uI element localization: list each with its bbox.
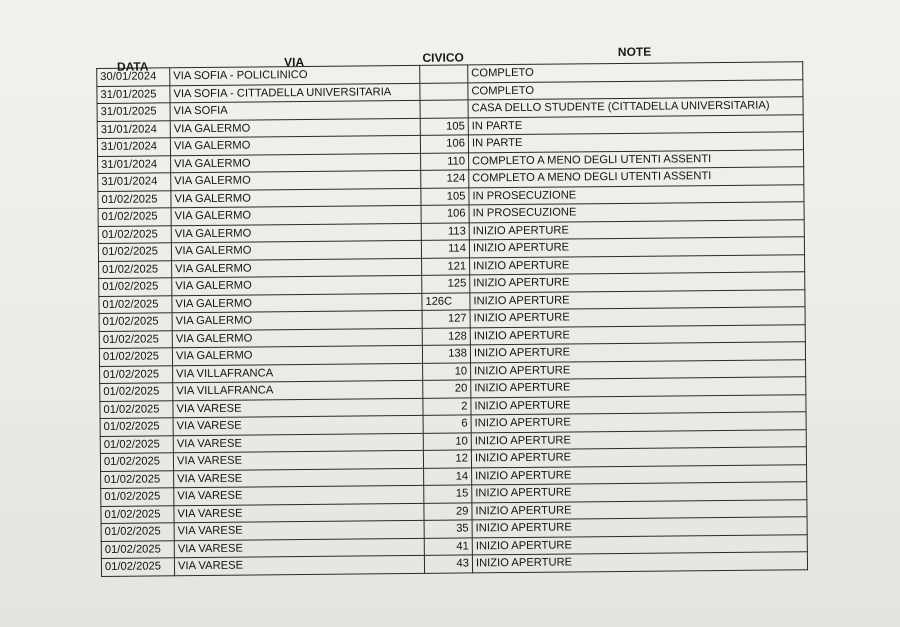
- cell-data: 01/02/2025: [99, 330, 172, 348]
- cell-civico: 138: [422, 345, 470, 363]
- cell-note: INIZIO APERTURE: [472, 464, 807, 485]
- document-table-area: [96, 41, 807, 576]
- cell-via: VIA GALERMO: [170, 135, 420, 155]
- table-body: [97, 62, 808, 576]
- cell-civico: 41: [424, 537, 472, 555]
- cell-note: INIZIO APERTURE: [471, 429, 806, 450]
- cell-civico: 121: [422, 257, 470, 275]
- cell-via: VIA VARESE: [173, 433, 423, 453]
- header-civico: CIVICO: [422, 50, 464, 65]
- cell-data: 01/02/2025: [99, 278, 172, 296]
- cell-data: 01/02/2025: [99, 313, 172, 331]
- cell-civico: [420, 82, 468, 100]
- cell-data: 01/02/2025: [99, 295, 172, 313]
- cell-data: 01/02/2025: [99, 348, 172, 366]
- cell-civico: 127: [422, 310, 470, 328]
- cell-via: VIA VILLAFRANCA: [173, 380, 423, 400]
- cell-civico: 128: [422, 327, 470, 345]
- cell-data: 31/01/2024: [98, 155, 171, 173]
- cell-civico: 43: [424, 555, 472, 573]
- cell-data: 01/02/2025: [100, 400, 173, 418]
- cell-data: 01/02/2025: [101, 488, 174, 506]
- cell-via: VIA GALERMO: [172, 345, 422, 365]
- cell-civico: 124: [421, 170, 469, 188]
- cell-via: VIA GALERMO: [172, 310, 422, 330]
- cell-data: 01/02/2025: [99, 260, 172, 278]
- cell-civico: 2: [423, 397, 471, 415]
- cell-civico: 105: [420, 117, 468, 135]
- cell-via: VIA SOFIA: [170, 100, 420, 120]
- cell-data: 31/01/2025: [97, 85, 170, 103]
- cell-data: 01/02/2025: [98, 225, 171, 243]
- cell-data: 01/02/2025: [98, 208, 171, 226]
- cell-via: VIA VARESE: [173, 398, 423, 418]
- cell-note: CASA DELLO STUDENTE (CITTADELLA UNIVERSITARIA): [468, 97, 803, 118]
- cell-civico: 12: [423, 450, 471, 468]
- cell-civico: 126C: [422, 292, 470, 310]
- cell-civico: 6: [423, 415, 471, 433]
- cell-via: VIA GALERMO: [172, 293, 422, 313]
- cell-note: INIZIO APERTURE: [470, 307, 805, 328]
- cell-via: VIA VARESE: [174, 503, 424, 523]
- header-via: VIA: [284, 55, 305, 70]
- cell-civico: 29: [424, 502, 472, 520]
- cell-note: INIZIO APERTURE: [471, 447, 806, 468]
- cell-via: VIA GALERMO: [171, 205, 421, 225]
- cell-civico: [420, 100, 468, 118]
- cell-via: VIA VARESE: [174, 538, 424, 558]
- cell-data: 01/02/2025: [100, 435, 173, 453]
- cell-civico: 106: [420, 135, 468, 153]
- cell-note: INIZIO APERTURE: [472, 482, 807, 503]
- cell-civico: 10: [423, 362, 471, 380]
- cell-data: 01/02/2025: [101, 505, 174, 523]
- cell-civico: 105: [421, 187, 469, 205]
- cell-data: 01/02/2025: [101, 540, 174, 558]
- cell-note: INIZIO APERTURE: [471, 359, 806, 380]
- cell-data: 01/02/2025: [98, 190, 171, 208]
- cell-note: INIZIO APERTURE: [469, 219, 804, 240]
- cell-data: 31/01/2024: [97, 120, 170, 138]
- cell-via: VIA SOFIA - POLICLINICO: [170, 65, 420, 85]
- cell-data: 01/02/2025: [100, 418, 173, 436]
- cell-note: INIZIO APERTURE: [472, 499, 807, 520]
- cell-data: 01/02/2025: [100, 453, 173, 471]
- cell-note: IN PROSECUZIONE: [469, 184, 804, 205]
- cell-via: VIA GALERMO: [171, 170, 421, 190]
- cell-note: INIZIO APERTURE: [470, 324, 805, 345]
- cell-note: COMPLETO A MENO DEGLI UTENTI ASSENTI: [469, 167, 804, 188]
- cell-data: 31/01/2024: [97, 138, 170, 156]
- cell-data: 01/02/2025: [100, 365, 173, 383]
- cell-civico: 35: [424, 520, 472, 538]
- cell-via: VIA GALERMO: [172, 275, 422, 295]
- cell-note: IN PARTE: [468, 114, 803, 135]
- header-data: DATA: [116, 59, 149, 74]
- cell-civico: 114: [421, 240, 469, 258]
- cell-note: INIZIO APERTURE: [471, 394, 806, 415]
- cell-data: 01/02/2025: [101, 470, 174, 488]
- cell-civico: [420, 65, 468, 83]
- cell-civico: 113: [421, 222, 469, 240]
- cell-data: 01/02/2025: [101, 523, 174, 541]
- cell-note: INIZIO APERTURE: [470, 272, 805, 293]
- cell-note: INIZIO APERTURE: [470, 254, 805, 275]
- cell-data: 30/01/2024: [97, 68, 170, 86]
- cell-note: IN PROSECUZIONE: [469, 202, 804, 223]
- cell-note: INIZIO APERTURE: [470, 342, 805, 363]
- data-table: [96, 61, 808, 576]
- cell-data: 31/01/2024: [98, 173, 171, 191]
- cell-data: 01/02/2025: [101, 558, 174, 576]
- cell-data: 31/01/2025: [97, 103, 170, 121]
- cell-data: 01/02/2025: [98, 243, 171, 261]
- cell-via: VIA VARESE: [173, 415, 423, 435]
- cell-via: VIA VARESE: [173, 450, 423, 470]
- cell-note: INIZIO APERTURE: [472, 552, 807, 573]
- cell-note: INIZIO APERTURE: [471, 412, 806, 433]
- cell-note: INIZIO APERTURE: [472, 517, 807, 538]
- cell-via: VIA GALERMO: [170, 118, 420, 138]
- cell-via: VIA GALERMO: [172, 258, 422, 278]
- cell-via: VIA VILLAFRANCA: [173, 363, 423, 383]
- cell-note: INIZIO APERTURE: [471, 377, 806, 398]
- cell-via: VIA SOFIA - CITTADELLA UNIVERSITARIA: [170, 83, 420, 103]
- cell-via: VIA GALERMO: [171, 188, 421, 208]
- cell-via: VIA VARESE: [174, 485, 424, 505]
- cell-civico: 125: [422, 275, 470, 293]
- cell-civico: 10: [423, 432, 471, 450]
- cell-via: VIA GALERMO: [172, 328, 422, 348]
- header-note: NOTE: [617, 44, 652, 59]
- cell-note: INIZIO APERTURE: [472, 534, 807, 555]
- cell-civico: 14: [424, 467, 472, 485]
- cell-via: VIA VARESE: [174, 520, 424, 540]
- cell-note: INIZIO APERTURE: [470, 289, 805, 310]
- cell-via: VIA GALERMO: [171, 240, 421, 260]
- cell-note: COMPLETO: [468, 79, 803, 100]
- cell-note: COMPLETO A MENO DEGLI UTENTI ASSENTI: [469, 149, 804, 170]
- cell-via: VIA GALERMO: [171, 153, 421, 173]
- cell-data: 01/02/2025: [100, 383, 173, 401]
- cell-via: VIA VARESE: [174, 468, 424, 488]
- cell-civico: 106: [421, 205, 469, 223]
- cell-via: VIA VARESE: [174, 555, 424, 575]
- cell-civico: 110: [421, 152, 469, 170]
- cell-note: IN PARTE: [468, 132, 803, 153]
- cell-note: COMPLETO: [468, 62, 803, 83]
- cell-via: VIA GALERMO: [171, 223, 421, 243]
- cell-civico: 20: [423, 380, 471, 398]
- cell-note: INIZIO APERTURE: [469, 237, 804, 258]
- cell-civico: 15: [424, 485, 472, 503]
